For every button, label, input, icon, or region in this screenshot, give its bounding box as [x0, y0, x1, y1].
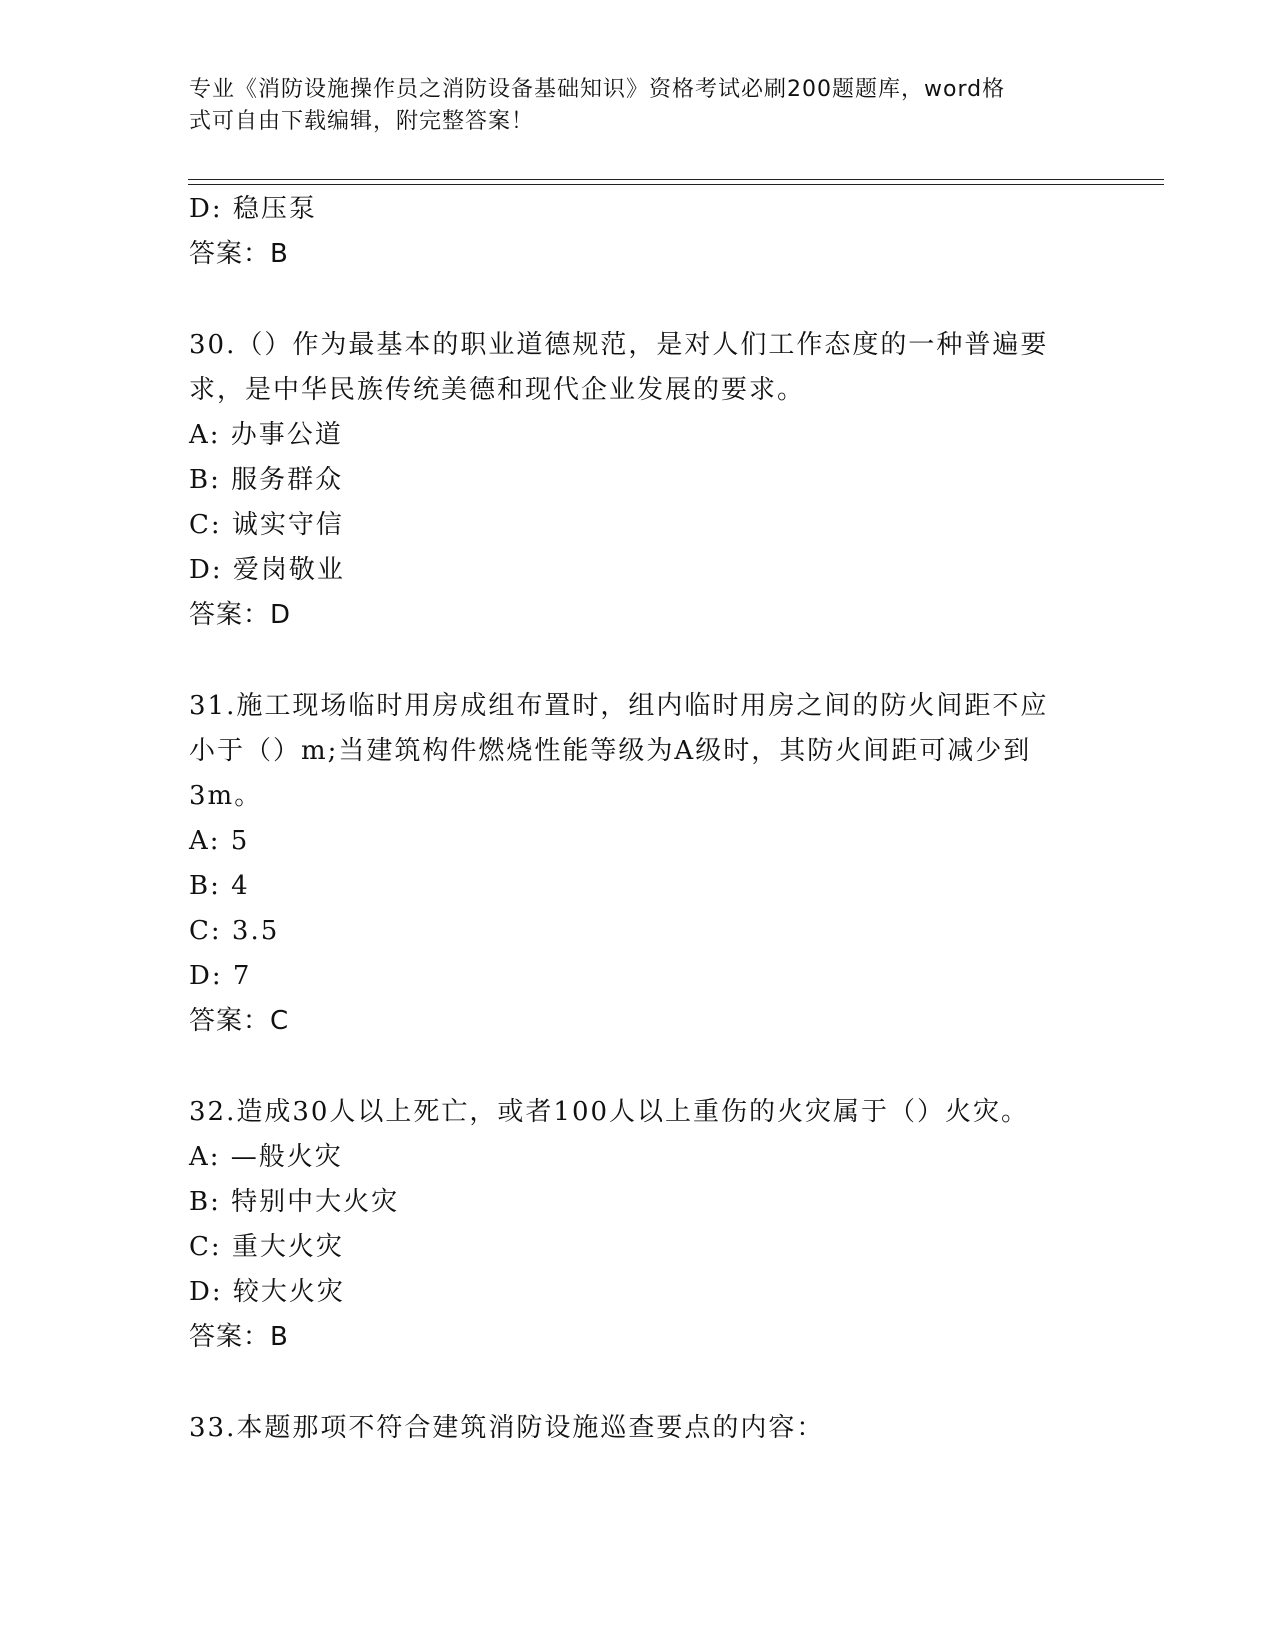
- q32-answer: 答案：B: [189, 1322, 289, 1352]
- header-rule-top: [188, 179, 1164, 180]
- q31-option-a: A: 5: [189, 826, 250, 856]
- q31-stem-line-3: 3m。: [189, 781, 263, 811]
- q33-stem-line-1: 33.本题那项不符合建筑消防设施巡查要点的内容：: [189, 1413, 825, 1443]
- q31-stem-line-1: 31.施工现场临时用房成组布置时，组内临时用房之间的防火间距不应: [189, 691, 1049, 721]
- header-line-1: 专业《消防设施操作员之消防设备基础知识》资格考试必刷200题题库，word格: [189, 77, 1006, 102]
- q30-stem-line-2: 求，是中华民族传统美德和现代企业发展的要求。: [189, 375, 806, 405]
- q31-option-b: B: 4: [189, 871, 250, 901]
- q29-option-d: D: 稳压泵: [189, 194, 317, 224]
- q30-answer: 答案：D: [189, 600, 292, 630]
- q31-answer: 答案：C: [189, 1006, 290, 1036]
- q32-option-d: D: 较大火灾: [189, 1277, 345, 1307]
- q30-stem-line-1: 30.（）作为最基本的职业道德规范，是对人们工作态度的一种普遍要: [189, 330, 1049, 360]
- q32-option-b: B: 特别中大火灾: [189, 1187, 400, 1217]
- q29-answer: 答案：B: [189, 239, 289, 269]
- q32-stem-line-1: 32.造成30人以上死亡，或者100人以上重伤的火灾属于（）火灾。: [189, 1097, 1030, 1127]
- header-line-2: 式可自由下载编辑，附完整答案！: [189, 109, 535, 134]
- q31-option-c: C: 3.5: [189, 916, 280, 946]
- q30-option-c: C: 诚实守信: [189, 510, 344, 540]
- q30-option-a: A: 办事公道: [189, 420, 343, 450]
- document-header: [189, 74, 1089, 138]
- q30-option-d: D: 爱岗敬业: [189, 555, 345, 585]
- header-rule-bottom: [188, 184, 1164, 185]
- q31-stem-line-2: 小于（）m;当建筑构件燃烧性能等级为A级时，其防火间距可减少到: [189, 736, 1032, 766]
- q32-option-a: A: —般火灾: [189, 1142, 343, 1172]
- q31-option-d: D: 7: [189, 961, 252, 991]
- q32-option-c: C: 重大火灾: [189, 1232, 344, 1262]
- q30-option-b: B: 服务群众: [189, 465, 344, 495]
